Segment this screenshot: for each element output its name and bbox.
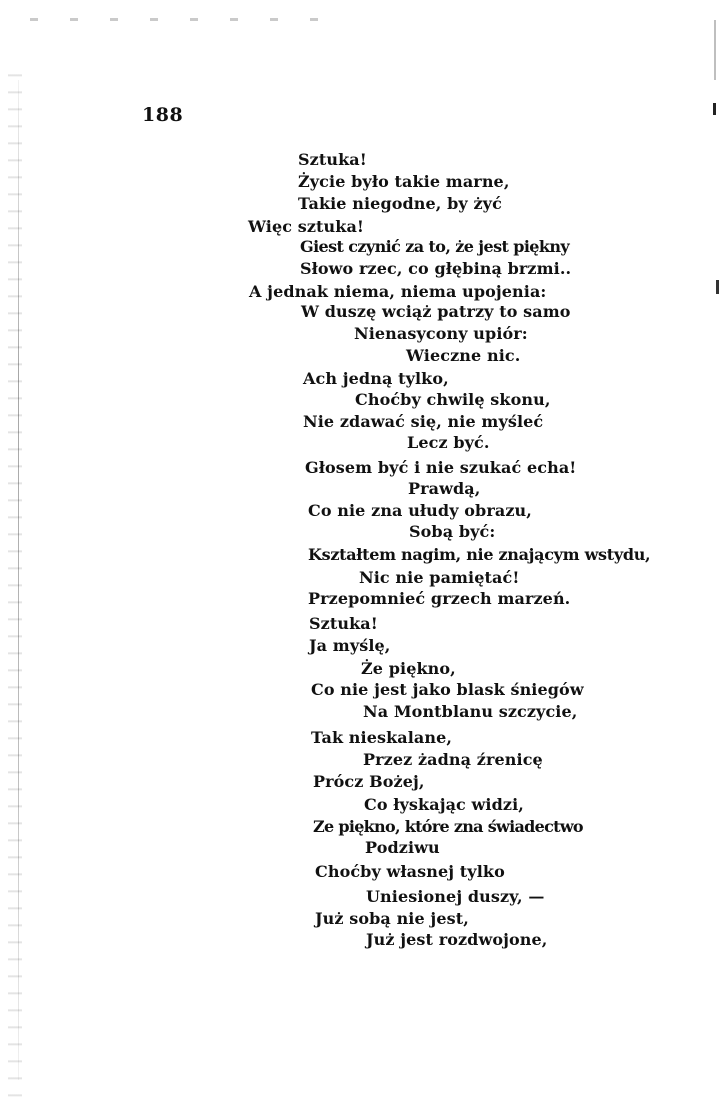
page-edge-left — [8, 60, 22, 1100]
poem-line: Więc sztuka! — [248, 217, 365, 236]
poem-line: Takie niegodne, by żyć — [298, 194, 502, 213]
poem-line: Że piękno, — [361, 659, 456, 678]
poem-line: Wieczne nic. — [406, 346, 521, 365]
poem-line: Lecz być. — [407, 433, 490, 452]
poem-line: Co nie zna ułudy obrazu, — [308, 501, 532, 520]
poem-line: Ze piękno, które zna świadectwo — [313, 817, 583, 836]
poem-line: Nie zdawać się, nie myśleć — [303, 412, 544, 431]
poem-line: Słowo rzec, co głębiną brzmi.. — [300, 259, 572, 278]
margin-mark — [716, 280, 719, 294]
poem-line: Przez żadną źrenicę — [363, 750, 543, 769]
poem-line: Co nie jest jako blask śniegów — [311, 680, 584, 699]
poem-line: Sztuka! — [309, 614, 378, 633]
poem-line: Nic nie pamiętać! — [359, 568, 520, 587]
poem-line: W duszę wciąż patrzy to samo — [301, 302, 571, 321]
poem-line: Giest czynić za to, że jest piękny — [300, 237, 570, 256]
poem-line: Sobą być: — [409, 522, 496, 541]
poem-line: Kształtem nagim, nie znającym wstydu, — [308, 545, 651, 564]
poem-line: Choćby chwilę skonu, — [355, 390, 551, 409]
poem-line: Tak nieskalane, — [311, 728, 453, 747]
poem-line: Prócz Bożej, — [313, 772, 425, 791]
poem-line: Nienasycony upiór: — [354, 324, 528, 343]
poem-line: Choćby własnej tylko — [315, 862, 505, 881]
page-edge-line — [18, 80, 19, 1080]
poem-line: Już jest rozdwojone, — [366, 930, 548, 949]
poem-line: Uniesionej duszy, — — [366, 887, 545, 906]
poem-line: Na Montblanu szczycie, — [363, 702, 578, 721]
poem-line: Przepomnieć grzech marzeń. — [308, 589, 571, 608]
poem-line: Podziwu — [365, 838, 440, 857]
poem-line: Życie było takie marne, — [298, 172, 510, 191]
poem-line: Co łyskając widzi, — [364, 795, 524, 814]
poem-line: Ach jedną tylko, — [303, 369, 449, 388]
scan-smudge — [30, 18, 320, 21]
poem-line: Prawdą, — [408, 479, 481, 498]
poem-line: Głosem być i nie szukać echa! — [305, 458, 577, 477]
margin-mark — [713, 103, 716, 115]
poem-line: Sztuka! — [298, 150, 367, 169]
page-edge-right — [714, 20, 716, 80]
page-number: 188 — [142, 104, 184, 126]
poem-line: A jednak niema, niema upojenia: — [249, 282, 547, 301]
poem-line: Już sobą nie jest, — [315, 909, 469, 928]
poem-line: Ja myślę, — [309, 636, 391, 655]
